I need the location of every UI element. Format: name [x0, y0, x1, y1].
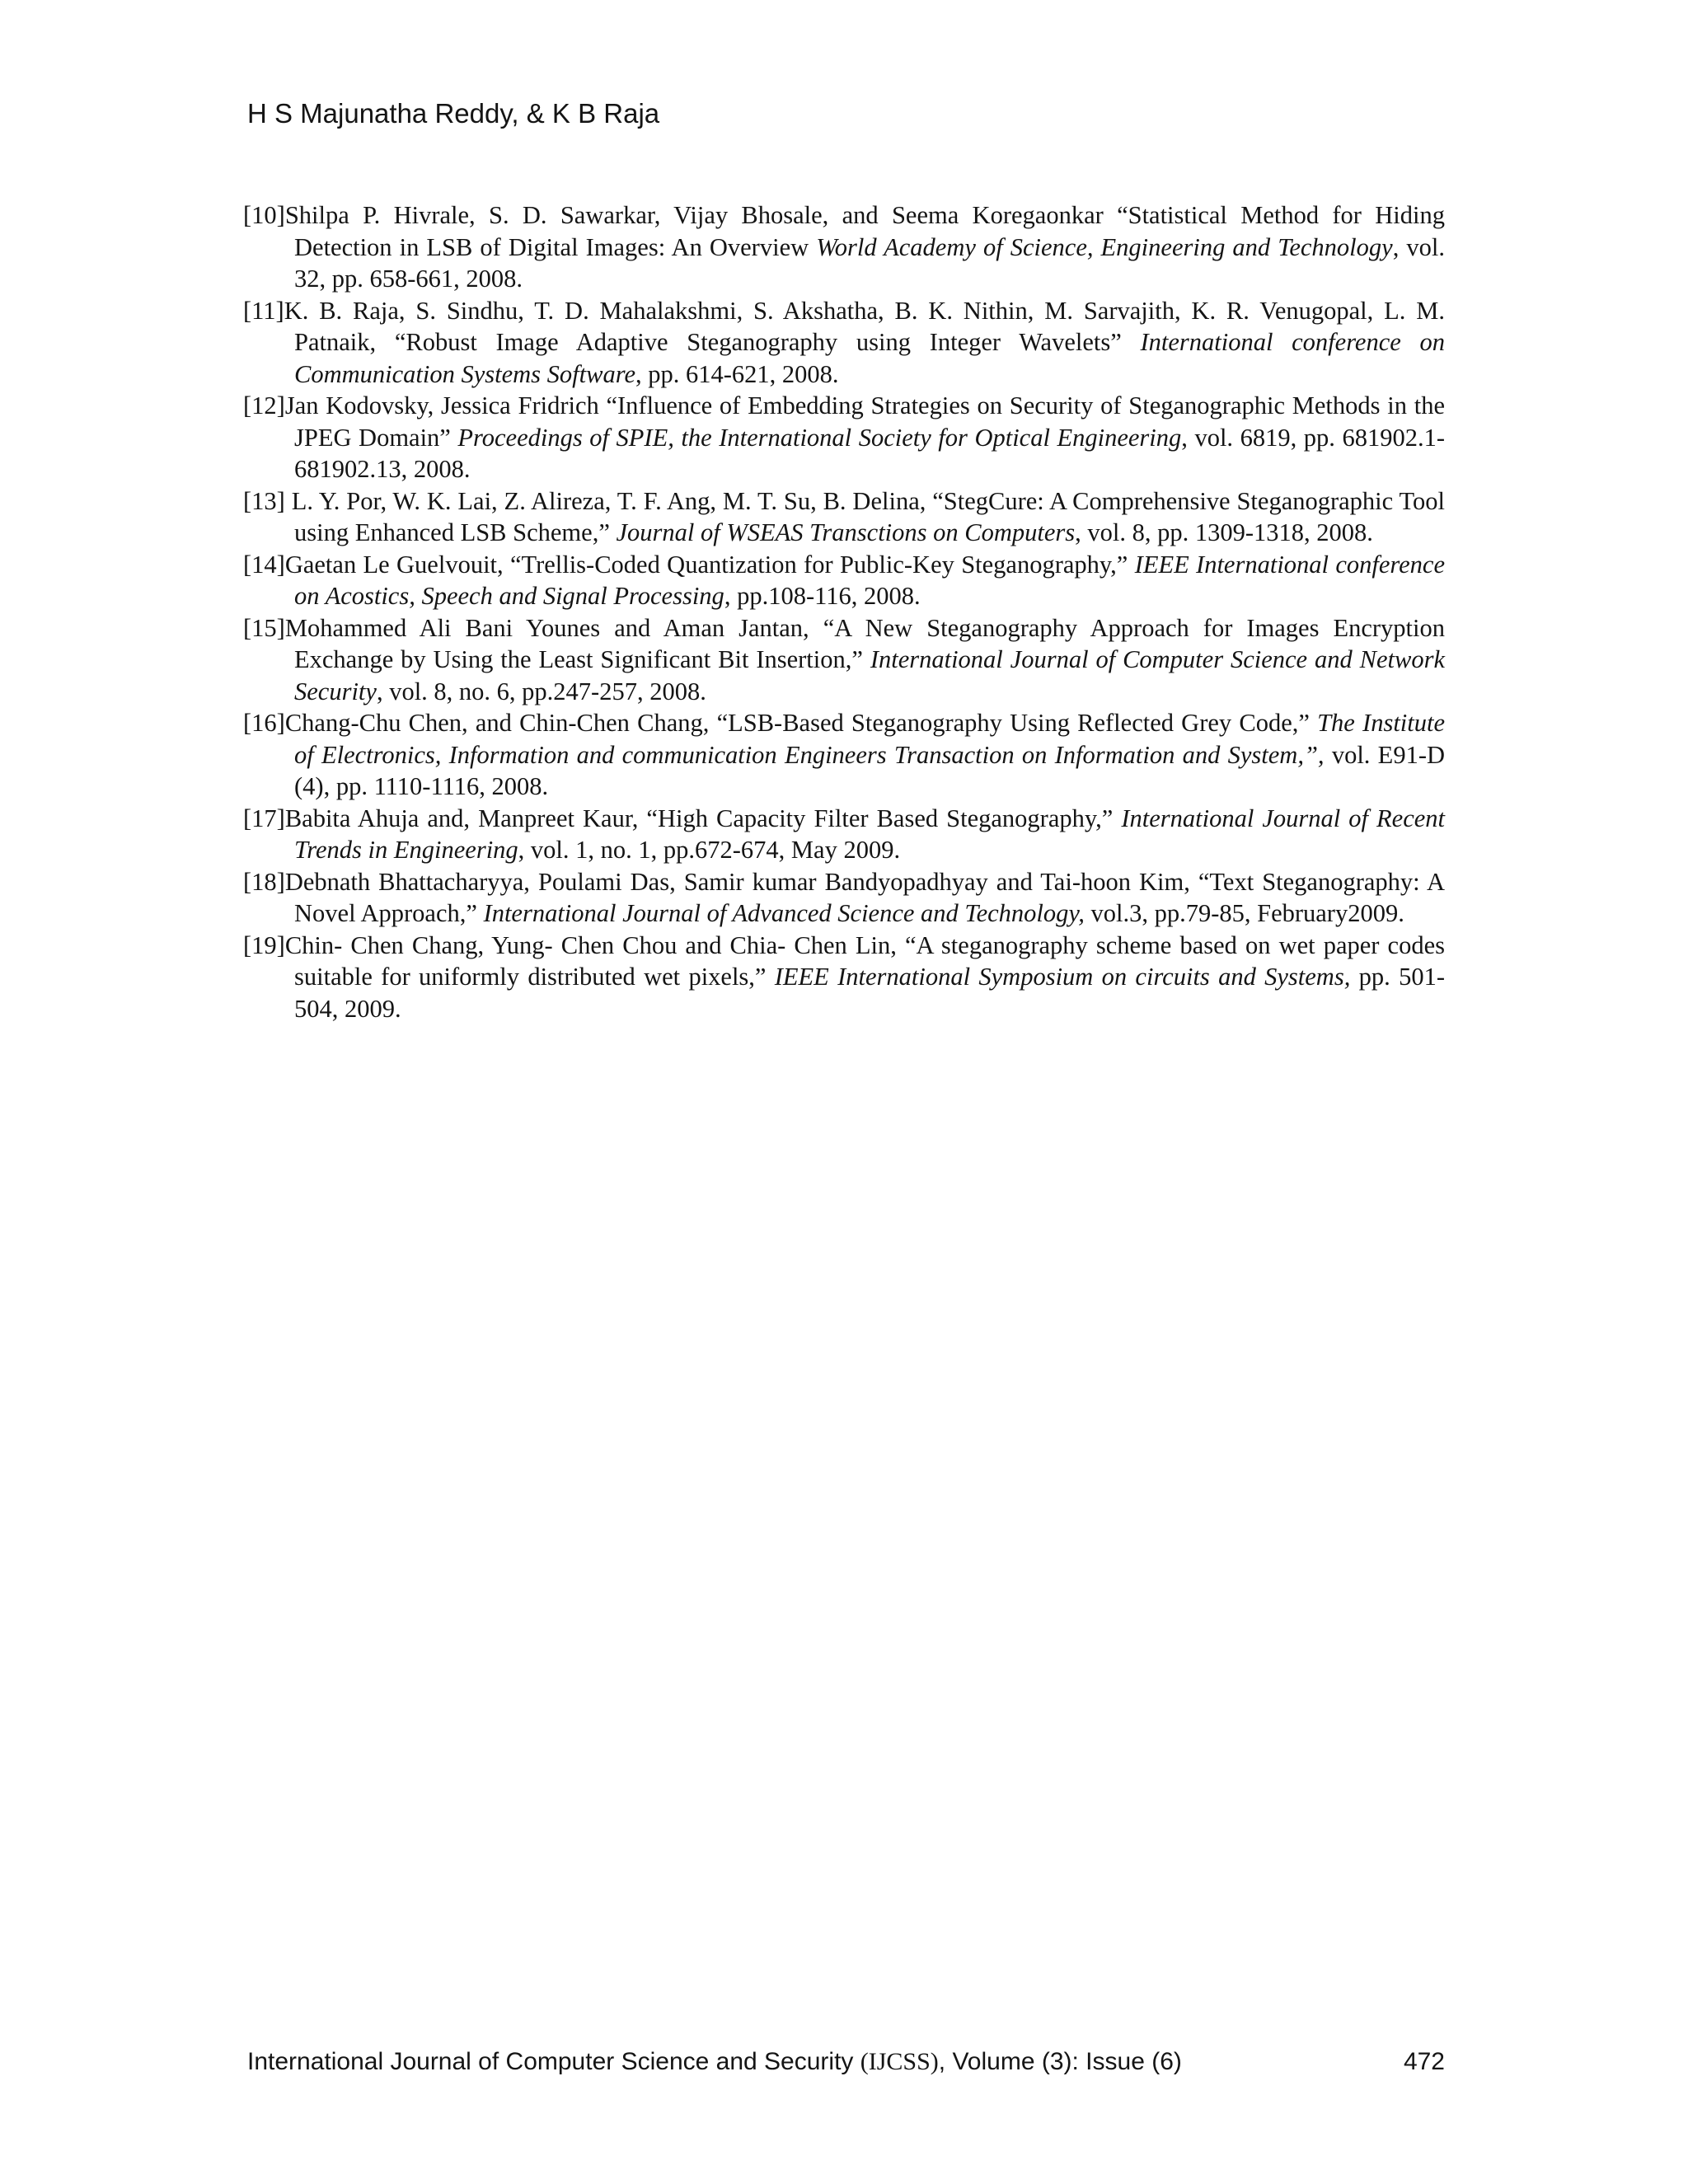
running-footer [247, 2046, 1445, 2079]
footer-journal-abbreviation: (IJCSS) [860, 2048, 939, 2075]
reference-text: Jan Kodovsky, Jessica Fridrich “Influence of Embedding Strategies on Security of Steganographic Methods in the JPEG Domain” Proceedings of SPIE, the International Society for Optical Engineering, vol. 6819, pp. 681902.1-681902.13, 2008. [284, 391, 1445, 483]
reference-text: Gaetan Le Guelvouit, “Trellis-Coded Quantization for Public-Key Steganography,” IEEE International conference on Acostics, Speech and Signal Processing, pp.108-116, 2008. [284, 550, 1445, 610]
reference-item [243, 390, 1445, 485]
reference-item [243, 485, 1445, 549]
reference-item [243, 295, 1445, 391]
reference-item [243, 549, 1445, 612]
reference-text: K. B. Raja, S. Sindhu, T. D. Mahalakshmi, S. Akshatha, B. K. Nithin, M. Sarvajith, K. R. Venugopal, L. M. Patnaik, “Robust Image Adaptive Steganography using Integer Wavelets” International conference on Communication Systems Software, pp. 614-621, 2008. [284, 296, 1446, 388]
reference-item [243, 866, 1445, 930]
reference-text: Chang-Chu Chen, and Chin-Chen Chang, “LSB-Based Steganography Using Reflected Grey Code,” The Institute of Electronics, Information and communication Engineers Transaction on Information and System,”, vol. E91-D (4), pp. 1110-1116, 2008. [284, 709, 1445, 800]
footer-journal-title: International Journal of Computer Science and Security (IJCSS), Volume (3): Issue (6) [247, 2048, 1182, 2075]
reference-list [243, 199, 1445, 1024]
reference-text: Shilpa P. Hivrale, S. D. Sawarkar, Vijay Bhosale, and Seema Koregaonkar “Statistical Method for Hiding Detection in LSB of Digital Images: An Overview World Academy of Science, Engineering and Technology, vol. 32, pp. 658-661, 2008. [284, 201, 1445, 293]
reference-item [243, 612, 1445, 708]
reference-number: [10] [243, 201, 285, 229]
reference-text: Mohammed Ali Bani Younes and Aman Jantan, “A New Steganography Approach for Images Encryption Exchange by Using the Least Significant Bit Insertion,” International Journal of Computer Science and Network Security, vol. 8, no. 6, pp.247-257, 2008. [284, 613, 1445, 705]
reference-text: Debnath Bhattacharyya, Poulami Das, Samir kumar Bandyopadhyay and Tai-hoon Kim, “Text Steganography: A Novel Approach,” International Journal of Advanced Science and Technology, vol.3, pp.79-85, February2009. [284, 867, 1445, 927]
reference-number: [17] [243, 804, 285, 832]
reference-number: [15] [243, 613, 285, 642]
reference-text: Babita Ahuja and, Manpreet Kaur, “High Capacity Filter Based Steganography,” International Journal of Recent Trends in Engineering, vol. 1, no. 1, pp.672-674, May 2009. [284, 804, 1446, 864]
reference-number: [18] [243, 867, 285, 896]
reference-item [243, 803, 1445, 866]
reference-number: [11] [243, 296, 284, 325]
reference-text: Chin- Chen Chang, Yung- Chen Chou and Chia- Chen Lin, “A steganography scheme based on wet paper codes suitable for uniformly distributed wet pixels,” IEEE International Symposium on circuits and Systems, pp. 501-504, 2009. [284, 930, 1445, 1023]
reference-item [243, 707, 1445, 803]
header-authors: H S Majunatha Reddy, & K B Raja [247, 98, 660, 129]
reference-number: [16] [243, 709, 285, 737]
reference-number: [13] [243, 486, 292, 515]
running-header [247, 97, 659, 130]
page-number: 472 [1403, 2048, 1445, 2075]
reference-number: [14] [243, 550, 285, 579]
reference-number: [12] [243, 391, 285, 419]
reference-item [243, 199, 1445, 295]
reference-number: [19] [243, 930, 285, 959]
reference-text: L. Y. Por, W. K. Lai, Z. Alireza, T. F. Ang, M. T. Su, B. Delina, “StegCure: A Comprehensive Steganographic Tool using Enhanced LSB Scheme,” Journal of WSEAS Transctions on Computers, vol. 8, pp. 1309-1318, 2008. [291, 486, 1445, 546]
reference-item [243, 930, 1445, 1025]
